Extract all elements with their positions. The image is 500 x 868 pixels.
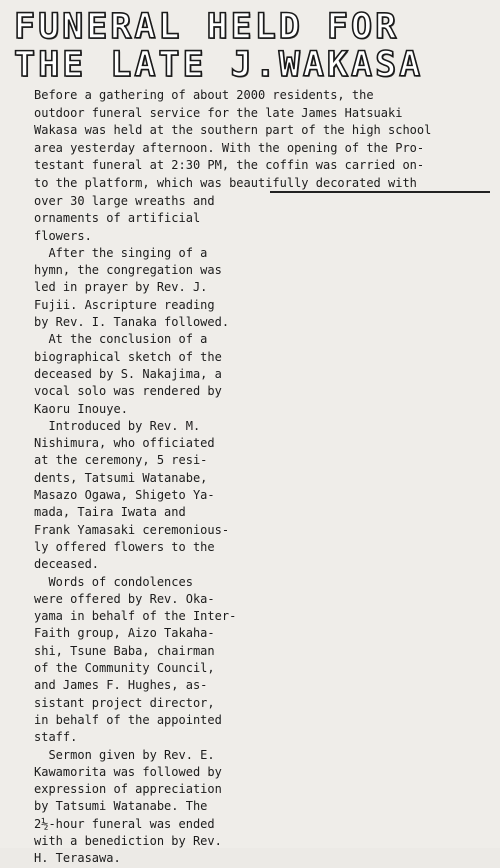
column-line: sistant project director, — [34, 695, 215, 710]
column-line: expression of appreciation — [34, 782, 222, 797]
column-line: Kaoru Inouye. — [34, 401, 128, 416]
column-line: of the Community Council, — [34, 661, 215, 676]
column-line: Words of condolences — [34, 574, 193, 589]
column-line: led in prayer by Rev. J. — [34, 280, 208, 295]
column-line: by Rev. I. Tanaka followed. — [34, 315, 230, 330]
column-line: flowers. — [34, 228, 92, 243]
column-line: Kawamorita was followed by — [34, 764, 222, 779]
lead-line: to the platform, which was beautifully decorated with — [34, 175, 417, 190]
headline — [14, 8, 490, 84]
lead-line: Before a gathering of about 2000 residents, the — [34, 88, 374, 102]
column-line: Fujii. Ascripture reading — [34, 297, 215, 312]
column-line: 2½-hour funeral was ended — [34, 816, 215, 831]
column-rule — [270, 191, 490, 193]
column-line: Sermon given by Rev. E. — [34, 747, 215, 762]
column-line: yama in behalf of the Inter- — [34, 609, 237, 624]
column-line: H. Terasawa. — [34, 851, 121, 866]
column-line: Masazo Ogawa, Shigeto Ya- — [34, 488, 215, 503]
column-line: Frank Yamasaki ceremonious- — [34, 522, 230, 537]
column-line: biographical sketch of the — [34, 349, 222, 364]
column-line: ly offered flowers to the — [34, 539, 215, 554]
lead-line: testant funeral at 2:30 PM, the coffin was carried on- — [34, 158, 425, 172]
column-line: and James F. Hughes, as- — [34, 678, 208, 693]
column-line: vocal solo was rendered by — [34, 384, 222, 399]
column-line: at the ceremony, 5 resi- — [34, 453, 208, 468]
column-line: Introduced by Rev. M. — [34, 418, 201, 433]
column-line: After the singing of a — [34, 245, 208, 260]
lead-line: outdoor funeral service for the late James Hatsuaki — [34, 105, 403, 120]
column-line: ornaments of artificial — [34, 211, 201, 226]
column-line: were offered by Rev. Oka- — [34, 591, 215, 606]
lead-paragraph — [34, 87, 490, 192]
column-line: deceased. — [34, 557, 100, 572]
column-line: with a benediction by Rev. — [34, 833, 222, 848]
column-line: hymn, the congregation was — [34, 263, 222, 278]
column-line: At the conclusion of a — [34, 332, 208, 347]
column-line: in behalf of the appointed — [34, 712, 222, 727]
column-line: staff. — [34, 730, 78, 745]
column-line: over 30 large wreaths and — [34, 194, 215, 208]
headline-line-1: FUNERAL HELD FOR — [14, 7, 400, 47]
column-line: Nishimura, who officiated — [34, 436, 215, 451]
column-line: mada, Taira Iwata and — [34, 505, 186, 520]
column-line: deceased by S. Nakajima, a — [34, 366, 222, 381]
lead-line: area yesterday afternoon. With the opening of the Pro- — [34, 140, 425, 155]
column-line: by Tatsumi Watanabe. The — [34, 799, 208, 814]
headline-line-2: THE LATE J.WAKASA — [14, 45, 424, 85]
column-line: shi, Tsune Baba, chairman — [34, 643, 215, 658]
column-line: Faith group, Aizo Takaha- — [34, 626, 215, 641]
article-column — [34, 193, 268, 868]
column-line: dents, Tatsumi Watanabe, — [34, 470, 208, 485]
lead-line: Wakasa was held at the southern part of the high school — [34, 123, 432, 137]
